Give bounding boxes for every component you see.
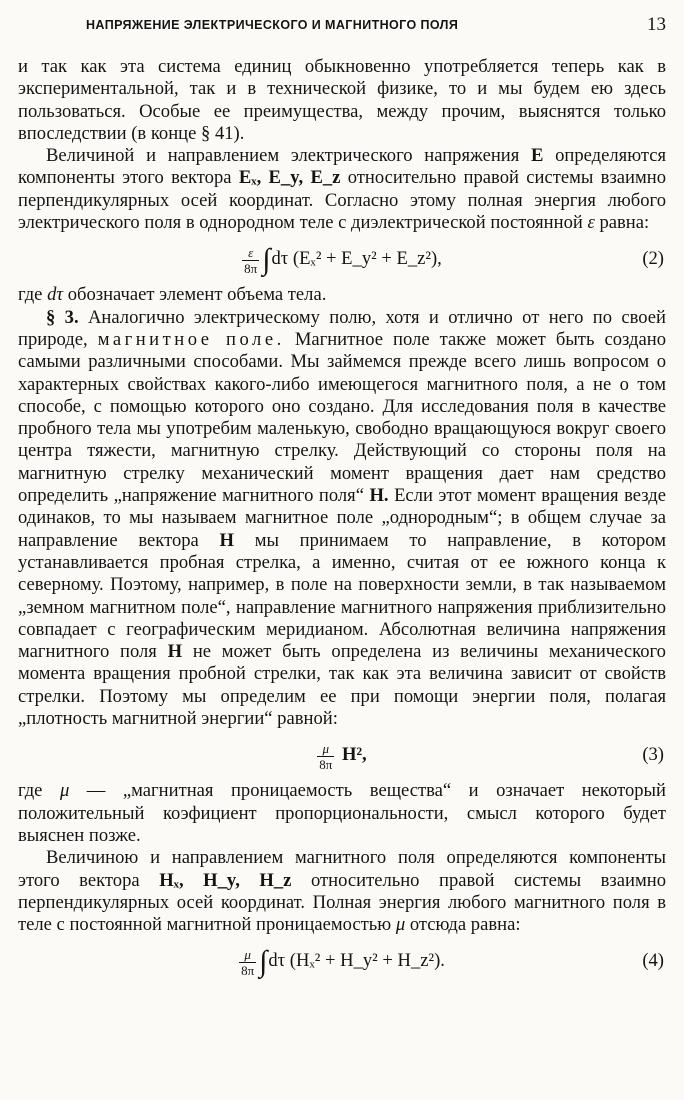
running-header [86, 14, 666, 40]
paragraph-permeability: где μ — „магнитная проницаемость вещества“ и означает некоторый положительный коэфициент пропорциональности, смысл которого будет выяснен позже. [18, 780, 666, 846]
symbol-H: H [167, 641, 183, 663]
symbol-mu: μ [395, 914, 406, 936]
formula-4-number: (4) [642, 950, 664, 972]
formula-3-fraction: $\frac{\mu}{8\pi}$ [319, 740, 333, 772]
formula-2-number: (2) [642, 248, 664, 270]
formula-2 [18, 234, 666, 284]
symbol-dtau: dτ [47, 284, 64, 306]
symbol-epsilon: ε [587, 212, 595, 234]
paragraph-electric-field: Величиной и направлением электрического напряжения E определяются компоненты этого вектора Eₓ, E_y, E_z относительно правой системы взаимно перпендикулярных осей координат. Согласно этому полная энергия любого электрического поля в однородном теле с диэлектрической постоянной ε равна: [18, 145, 667, 234]
paragraph-section-3: § 3. Аналогично электрическому полю, хотя и отлично от него по своей природе, магнитное поле. Магнитное поле также может быть создано самыми различными способами. Мы займемся прежде всего лишь вопросом о характерных свойствах какого-либо имеющегося магнитного поля, а не о том способе, с помощью которого оно создано. Для исследования поля в качестве пробного тела мы употребим маленькую, свободно вращающуюся вокруг своего центра тяжести, магнитную стрелку. Действующий со стороны поля на магнитную стрелку механический момент вращения дает нам средство определить „напряжение магнитного поля“ H. Если этот момент вращения везде одинаков, то мы называем магнитное поле „однородным“; в общем случае за направление вектора H мы принимаем то направление, в котором устанавливается пробная стрелка, а именно, считая от ее южного конца к северному. Поэтому, например, в поле на поверхности земли, в так называемом „земном магнитном поле“, направление магнитного напряжения приблизительно совпадает с географическим меридианом. Абсолютная величина напряжения магнитного поля H не может быть определена из величины механического момента вращения пробной стрелки, так как эта величина зависит от свойств стрелки. Поэтому мы определим ее при помощи энергии поля, полагая „плотность магнитной энергии“ равной: [18, 306, 667, 730]
page-body [18, 56, 666, 986]
spaced-term: магнитное поле. [97, 328, 285, 350]
integral-sign: ∫ [262, 243, 271, 277]
page-number: 13 [647, 14, 666, 35]
formula-4-body: dτ (Hₓ² + H_y² + H_z²). [268, 950, 445, 972]
section-number: § 3. [46, 306, 79, 328]
symbol-H: H. [369, 485, 389, 507]
formula-4-fraction: $\frac{\mu}{8\pi}$ [241, 946, 255, 978]
symbol-H: H [219, 529, 234, 551]
symbol-E-components: Eₓ, E_y, E_z [238, 167, 341, 189]
formula-3 [18, 730, 666, 780]
paragraph-dtau: где dτ обозначает элемент объема тела. [18, 284, 327, 306]
symbol-H-components: Hₓ, H_y, H_z [159, 869, 292, 891]
paragraph-continuation: и так как эта система единиц обыкновенно употребляется теперь как в экспериментальной, так и в технической физике, то и мы будем ею здесь пользоваться. Особые ее преимущества, между прочим, выяснятся только впоследствии (в конце § 41). [18, 56, 666, 144]
running-title: НАПРЯЖЕНИЕ ЭЛЕКТРИЧЕСКОГО И МАГНИТНОГО ПОЛЯ [86, 18, 459, 32]
symbol-mu: μ [59, 780, 70, 802]
formula-3-body: H², [342, 744, 367, 766]
formula-2-fraction: $\frac{\varepsilon}{8\pi}$ [244, 244, 258, 276]
formula-3-number: (3) [642, 744, 664, 766]
formula-2-body: dτ (Eₓ² + E_y² + E_z²), [271, 248, 442, 270]
formula-4 [18, 936, 666, 986]
paragraph-magnetic-components: Величиною и направлением магнитного поля определяются компоненты этого вектора Hₓ, H_y, H_z относительно правой системы взаимно перпендикулярных осей координат. Полная энергия любого магнитного поля в теле с постоянной магнитной проницаемостью μ отсюда равна: [18, 847, 666, 936]
symbol-E: E [531, 145, 544, 167]
integral-sign: ∫ [259, 945, 268, 979]
